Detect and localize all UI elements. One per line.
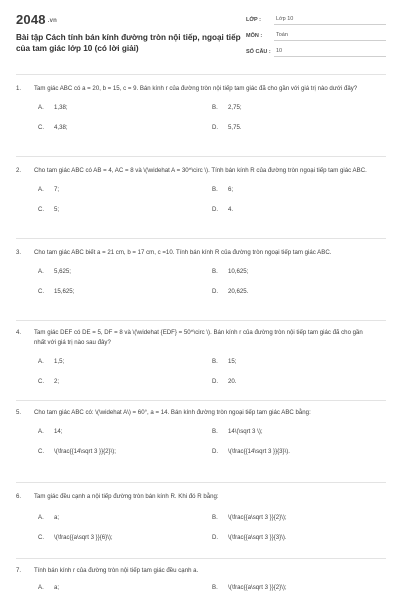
meta-label: SỐ CÂU : bbox=[246, 49, 271, 55]
question-4 bbox=[16, 328, 386, 398]
question-text: Cho tam giác ABC biết a = 21 cm, b = 17 cm, c =10. Tính bán kính R của đường tròn ngoại tiếp tam giác ABC. bbox=[34, 249, 332, 256]
answer-options bbox=[16, 358, 386, 398]
option-text: a; bbox=[54, 514, 60, 521]
question-stem bbox=[16, 166, 386, 176]
meta-label: MÔN : bbox=[246, 33, 263, 39]
question-divider bbox=[16, 320, 386, 321]
meta-label: LỚP : bbox=[246, 17, 261, 23]
option-a[interactable] bbox=[38, 268, 71, 275]
option-a[interactable] bbox=[38, 428, 62, 435]
option-letter: C. bbox=[38, 206, 45, 213]
question-number: 6. bbox=[16, 493, 22, 500]
question-divider bbox=[16, 238, 386, 239]
option-b[interactable] bbox=[212, 268, 248, 275]
answer-options bbox=[16, 584, 386, 596]
option-letter: B. bbox=[212, 514, 218, 521]
option-b[interactable] bbox=[212, 584, 287, 591]
option-letter: A. bbox=[38, 268, 44, 275]
meta-row-class bbox=[246, 12, 386, 25]
answer-options bbox=[16, 514, 386, 554]
option-text: 2; bbox=[54, 378, 60, 385]
question-text: Tam giác DEF có DE = 5, DF = 8 và \(\widehat {EDF} = 50^\circ \). Bán kính r của đường tròn nội tiếp tam giác đã cho gần nhất với giá trị nào sau đây? bbox=[34, 329, 363, 346]
question-number: 3. bbox=[16, 249, 22, 256]
question-number: 5. bbox=[16, 409, 22, 416]
option-c[interactable] bbox=[38, 378, 59, 385]
question-5 bbox=[16, 408, 386, 468]
option-text: 2,75; bbox=[228, 104, 242, 111]
option-letter: B. bbox=[212, 428, 218, 435]
question-number: 4. bbox=[16, 329, 22, 336]
meta-row-question-count bbox=[246, 44, 386, 57]
option-d[interactable] bbox=[212, 448, 290, 455]
option-text: 15,625; bbox=[54, 288, 75, 295]
option-text: \(\frac{{14\sqrt 3 }}{2}\); bbox=[54, 448, 116, 455]
option-text: \(\frac{{a\sqrt 3 }}{2}\); bbox=[228, 584, 287, 591]
option-b[interactable] bbox=[212, 104, 242, 111]
option-letter: D. bbox=[212, 378, 219, 385]
option-c[interactable] bbox=[38, 206, 59, 213]
question-stem bbox=[16, 84, 386, 94]
question-text: Cho tam giác ABC có: \(\widehat A\) = 60°, a = 14. Bán kính đường tròn ngoại tiếp tam giác ABC bằng: bbox=[34, 409, 311, 416]
option-letter: C. bbox=[38, 124, 45, 131]
option-text: 14; bbox=[54, 428, 63, 435]
option-letter: A. bbox=[38, 104, 44, 111]
option-text: 20. bbox=[228, 378, 237, 385]
option-text: 6; bbox=[228, 186, 234, 193]
question-6 bbox=[16, 492, 386, 554]
question-2 bbox=[16, 166, 386, 226]
question-text: Cho tam giác ABC có AB = 4, AC = 8 và \(\widehat A = 30^\circ \). Tính bán kính R của đường tròn ngoại tiếp tam giác ABC. bbox=[34, 167, 367, 174]
option-letter: A. bbox=[38, 584, 44, 591]
option-letter: A. bbox=[38, 186, 44, 193]
option-b[interactable] bbox=[212, 358, 236, 365]
question-3 bbox=[16, 248, 386, 308]
question-number: 2. bbox=[16, 167, 22, 174]
option-a[interactable] bbox=[38, 104, 68, 111]
option-letter: B. bbox=[212, 104, 218, 111]
option-b[interactable] bbox=[212, 428, 263, 435]
question-stem bbox=[16, 492, 386, 502]
option-letter: A. bbox=[38, 514, 44, 521]
option-d[interactable] bbox=[212, 288, 248, 295]
option-text: 1,38; bbox=[54, 104, 68, 111]
option-text: \(\frac{{a\sqrt 3 }}{2}\); bbox=[228, 514, 287, 521]
meta-value: Toán bbox=[274, 32, 386, 41]
option-a[interactable] bbox=[38, 584, 59, 591]
option-text: 7; bbox=[54, 186, 60, 193]
option-text: 5,75. bbox=[228, 124, 242, 131]
answer-options bbox=[16, 104, 386, 144]
option-c[interactable] bbox=[38, 448, 116, 455]
option-letter: C. bbox=[38, 534, 45, 541]
option-letter: D. bbox=[212, 124, 219, 131]
option-text: 4. bbox=[228, 206, 234, 213]
option-letter: C. bbox=[38, 378, 45, 385]
meta-row-subject bbox=[246, 28, 386, 41]
option-d[interactable] bbox=[212, 124, 242, 131]
option-text: \(\frac{{a\sqrt 3 }}{6}\); bbox=[54, 534, 113, 541]
option-a[interactable] bbox=[38, 186, 59, 193]
option-a[interactable] bbox=[38, 358, 64, 365]
meta-value: 10 bbox=[274, 48, 386, 57]
answer-options bbox=[16, 268, 386, 308]
option-letter: D. bbox=[212, 288, 219, 295]
question-divider bbox=[16, 400, 386, 401]
question-text: Tam giác ABC có a = 20, b = 15, c = 9. Bán kính r của đường tròn nội tiếp tam giác đã cho gần với giá trị nào dưới đây? bbox=[34, 85, 358, 92]
question-stem bbox=[16, 408, 386, 418]
worksheet-header bbox=[16, 12, 386, 72]
option-letter: A. bbox=[38, 358, 44, 365]
option-letter: D. bbox=[212, 206, 219, 213]
question-stem bbox=[16, 566, 386, 576]
option-letter: B. bbox=[212, 268, 218, 275]
option-letter: D. bbox=[212, 534, 219, 541]
option-text: 15; bbox=[228, 358, 237, 365]
logo-text: 2048 bbox=[16, 12, 46, 27]
option-c[interactable] bbox=[38, 288, 74, 295]
question-stem bbox=[16, 248, 386, 258]
option-d[interactable] bbox=[212, 378, 236, 385]
logo-suffix: .vn bbox=[47, 17, 58, 24]
question-divider bbox=[16, 156, 386, 157]
option-text: 5,625; bbox=[54, 268, 71, 275]
option-d[interactable] bbox=[212, 534, 287, 541]
option-text: 1,5; bbox=[54, 358, 65, 365]
question-text: Tính bán kính r của đường tròn nội tiếp tam giác đều cạnh a. bbox=[34, 567, 199, 574]
question-stem bbox=[16, 328, 386, 348]
option-letter: B. bbox=[212, 584, 218, 591]
question-text: Tam giác đều cạnh a nội tiếp đường tròn bán kính R. Khi đó R bằng: bbox=[34, 493, 219, 500]
option-letter: D. bbox=[212, 448, 219, 455]
question-1 bbox=[16, 84, 386, 144]
option-text: 14\(\sqrt 3 \); bbox=[228, 428, 263, 435]
option-letter: C. bbox=[38, 288, 45, 295]
option-text: 10,625; bbox=[228, 268, 249, 275]
question-number: 1. bbox=[16, 85, 22, 92]
option-b[interactable] bbox=[212, 186, 233, 193]
option-letter: B. bbox=[212, 186, 218, 193]
option-letter: C. bbox=[38, 448, 45, 455]
option-letter: A. bbox=[38, 428, 44, 435]
question-divider bbox=[16, 558, 386, 559]
worksheet-meta bbox=[246, 12, 386, 60]
option-text: \(\frac{{14\sqrt 3 }}{3}\). bbox=[228, 448, 290, 455]
question-divider bbox=[16, 482, 386, 483]
option-text: 20,625. bbox=[228, 288, 249, 295]
site-logo[interactable] bbox=[16, 12, 57, 27]
answer-options bbox=[16, 428, 386, 468]
header-divider bbox=[16, 74, 386, 75]
question-7 bbox=[16, 566, 386, 596]
option-text: \(\frac{{a\sqrt 3 }}{3}\). bbox=[228, 534, 287, 541]
option-text: 4,38; bbox=[54, 124, 68, 131]
option-a[interactable] bbox=[38, 514, 59, 521]
worksheet-title: Bài tập Cách tính bán kính đường tròn nội tiếp, ngoại tiếp của tam giác lớp 10 (có lời giải) bbox=[16, 33, 241, 53]
option-text: a; bbox=[54, 584, 60, 591]
option-c[interactable] bbox=[38, 124, 68, 131]
option-text: 5; bbox=[54, 206, 60, 213]
option-letter: B. bbox=[212, 358, 218, 365]
option-d[interactable] bbox=[212, 206, 233, 213]
meta-value: Lớp 10 bbox=[274, 16, 386, 25]
question-number: 7. bbox=[16, 567, 22, 574]
answer-options bbox=[16, 186, 386, 226]
option-c[interactable] bbox=[38, 534, 113, 541]
option-b[interactable] bbox=[212, 514, 287, 521]
